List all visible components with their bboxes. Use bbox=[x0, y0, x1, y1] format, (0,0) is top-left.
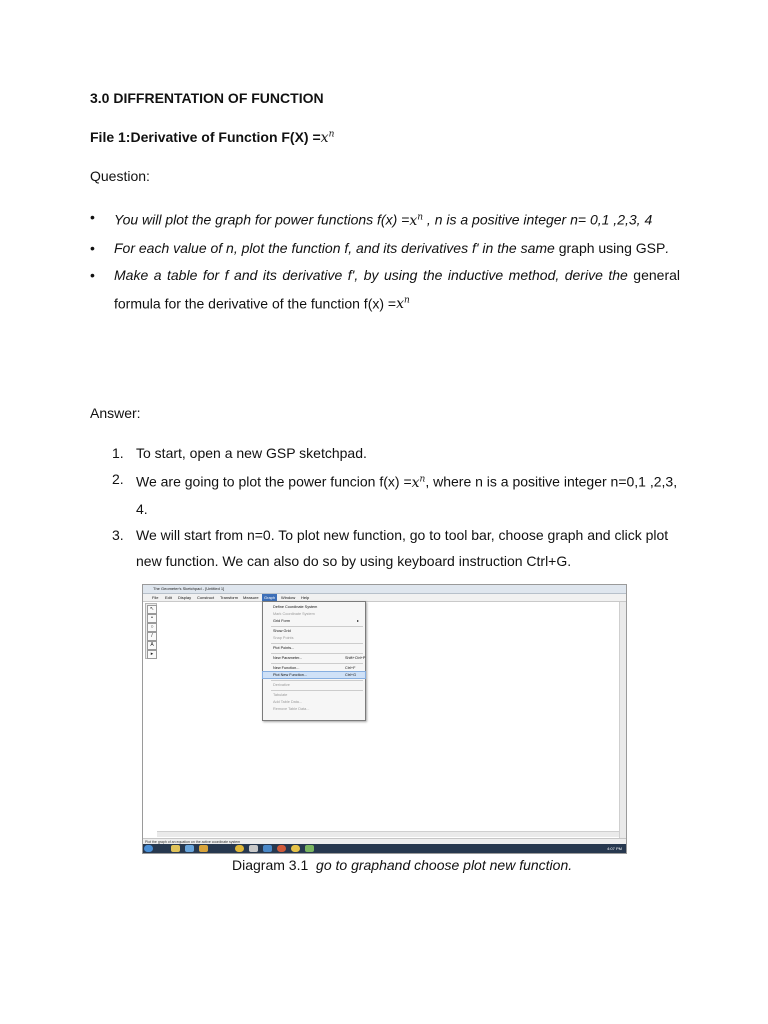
menu-divider bbox=[271, 663, 363, 664]
taskbar-app-icon[interactable] bbox=[291, 845, 300, 852]
answer-steps bbox=[112, 440, 682, 574]
question-bullets bbox=[90, 204, 680, 318]
menu-item-new-parameter[interactable]: New Parameter... Shift+Ctrl+P bbox=[273, 656, 366, 660]
taskbar-clock: 4:07 PM bbox=[607, 846, 622, 851]
step-math: $x^n$ bbox=[411, 474, 426, 491]
step-number: 2. bbox=[112, 471, 124, 487]
sketch-canvas[interactable] bbox=[157, 602, 619, 838]
menu-divider bbox=[271, 643, 363, 644]
bullet-item: • For each value of n, plot the function f, and its derivatives f' in the same graph using GSP. bbox=[90, 235, 680, 261]
taskbar bbox=[143, 844, 626, 853]
menu-help[interactable]: Help bbox=[301, 595, 310, 600]
step-text: We will start from n=0. To plot new function, go to tool bar, choose graph and click plot new function. We can also do so by using keyboard instruction Ctrl+G. bbox=[136, 526, 669, 569]
question-label: Question: bbox=[90, 168, 150, 184]
file-heading bbox=[90, 129, 334, 146]
taskbar-app-icon[interactable] bbox=[185, 845, 194, 852]
menu-file[interactable]: File bbox=[152, 595, 159, 600]
menu-transform[interactable]: Transform bbox=[220, 595, 239, 600]
gsp-screenshot bbox=[142, 584, 627, 854]
menu-divider bbox=[271, 680, 363, 681]
menu-item-grid-form[interactable]: Grid Form ▸ bbox=[273, 619, 359, 623]
menu-window[interactable]: Window bbox=[281, 595, 296, 600]
caption-label: Diagram 3.1 bbox=[232, 857, 309, 873]
menu-item-add-table-data: Add Table Data... bbox=[273, 700, 303, 704]
menu-edit[interactable]: Edit bbox=[165, 595, 172, 600]
menu-divider bbox=[271, 626, 363, 627]
menu-item-snap-points: Snap Points bbox=[273, 636, 294, 640]
bullet-dot: • bbox=[90, 266, 95, 283]
taskbar-app-icon[interactable] bbox=[305, 845, 314, 852]
taskbar-app-icon[interactable] bbox=[249, 845, 258, 852]
graph-dropdown-menu bbox=[262, 601, 366, 721]
window-titlebar bbox=[143, 585, 626, 594]
horizontal-scrollbar[interactable] bbox=[157, 831, 619, 837]
diagram-caption bbox=[232, 857, 572, 873]
menu-bar bbox=[143, 594, 626, 602]
menu-item-tabulate: Tabulate bbox=[273, 693, 288, 697]
caption-text: go to graphand choose plot new function. bbox=[316, 857, 573, 873]
window-title: The Geometer's Sketchpad - [Untitled 1] bbox=[153, 586, 225, 591]
step-item: 2. We are going to plot the power funcion $f(x) =x^n$, where n is a positive integer n=0,1 ,2,3, 4. bbox=[112, 466, 682, 522]
submenu-arrow-icon: ▸ bbox=[357, 619, 359, 623]
menu-construct[interactable]: Construct bbox=[197, 595, 215, 600]
step-item bbox=[112, 440, 682, 466]
taskbar-app-icon[interactable] bbox=[199, 845, 208, 852]
text-tool-icon[interactable]: A bbox=[147, 641, 157, 650]
step-item bbox=[112, 522, 682, 574]
menu-divider bbox=[271, 653, 363, 654]
step-number: 1. bbox=[112, 445, 124, 461]
step-text: To start, open a new GSP sketchpad. bbox=[136, 445, 367, 461]
compass-tool-icon[interactable]: ○ bbox=[147, 623, 157, 632]
menu-display[interactable]: Display bbox=[178, 595, 192, 600]
bullet-item: • Make a table for f and its derivative f', by using the inductive method, derive the general formula for the derivative of the function $f(x) =x^n$ bbox=[90, 262, 680, 318]
section-heading: 3.0 DIFFRENTATION OF FUNCTION bbox=[90, 90, 324, 106]
start-button-icon[interactable] bbox=[144, 845, 153, 852]
point-tool-icon[interactable]: • bbox=[147, 614, 157, 623]
taskbar-app-icon[interactable] bbox=[171, 845, 180, 852]
bullet-item: • You will plot the graph for power functions $f(x) =x^n$ , n is a positive integer n= 0,1 ,2,3, 4 bbox=[90, 204, 680, 234]
bullet-dot: • bbox=[90, 209, 95, 225]
vertical-scrollbar[interactable] bbox=[619, 602, 626, 838]
menu-divider bbox=[271, 690, 363, 691]
taskbar-app-icon[interactable] bbox=[277, 845, 286, 852]
menu-item-plot-points[interactable]: Plot Points... bbox=[273, 646, 295, 650]
menu-measure[interactable]: Measure bbox=[243, 595, 259, 600]
bullet-math: $x^n$ bbox=[396, 295, 410, 313]
file-heading-label: File 1: bbox=[90, 129, 131, 145]
bullet-dot: • bbox=[90, 239, 95, 256]
status-text: Plot the graph of an equation on the active coordinate system bbox=[145, 840, 241, 844]
line-tool-icon[interactable]: / bbox=[147, 632, 157, 641]
menu-graph[interactable]: Graph bbox=[264, 595, 276, 600]
arrow-tool-icon[interactable]: ↖ bbox=[147, 605, 157, 614]
custom-tool-icon[interactable]: ▸ bbox=[147, 650, 157, 659]
menu-item-mark-coordinate-system: Mark Coordinate System bbox=[273, 612, 315, 616]
menu-item-define-coordinate-system[interactable]: Define Coordinate System bbox=[273, 605, 318, 609]
menu-item-show-grid[interactable]: Show Grid bbox=[273, 629, 291, 633]
menu-item-remove-table-data: Remove Table Data... bbox=[273, 707, 310, 711]
bullet-math: $x^n$ bbox=[409, 212, 424, 229]
step-number: 3. bbox=[112, 526, 124, 543]
menu-item-new-function[interactable]: New Function... Ctrl+F bbox=[273, 666, 356, 670]
menu-item-plot-new-function[interactable]: Plot New Function... Ctrl+G bbox=[263, 672, 365, 678]
answer-label: Answer: bbox=[90, 405, 141, 421]
file-heading-text: Derivative of Function F(X) = bbox=[130, 129, 321, 145]
tool-palette bbox=[145, 603, 157, 659]
taskbar-app-icon[interactable] bbox=[235, 845, 244, 852]
file-heading-math: $x^n$ bbox=[320, 129, 335, 146]
taskbar-app-icon[interactable] bbox=[263, 845, 272, 852]
menu-item-derivative: Derivative bbox=[273, 683, 290, 687]
